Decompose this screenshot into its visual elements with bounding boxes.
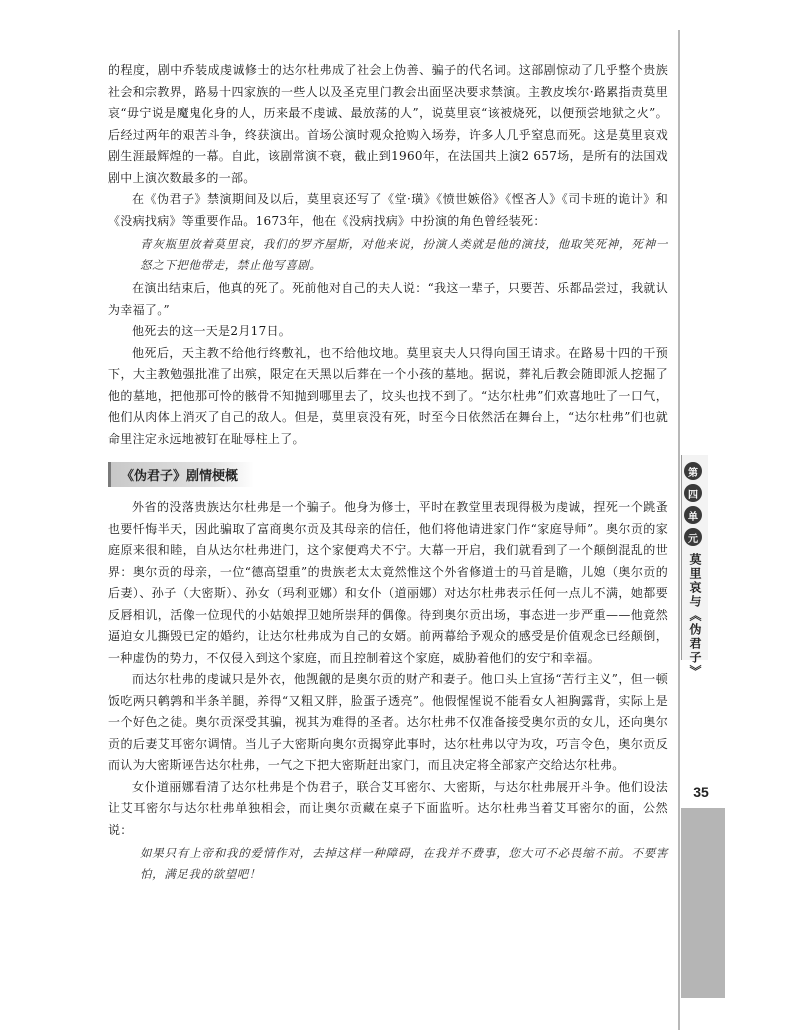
unit-char: 元 [684,528,702,546]
paragraph: 他死去的这一天是2月17日。 [132,324,292,338]
quote-tartuffe: 如果只有上帝和我的爱情作对，去掉这样一种障碍，在我并不费事，您大可不必畏缩不前。不要害怕，满足我的欲望吧！ [140,846,668,881]
paragraph: 女仆道丽娜看清了达尔杜弗是个伪君子，联合艾耳密尔、大密斯，与达尔杜弗展开斗争。他们设法让艾耳密尔与达尔杜弗单独相会，而让奥尔贡藏在桌子下面监听。达尔杜弗当着艾耳密尔的面，公然说： [108,779,668,837]
unit-char: 第 [684,462,702,480]
margin-rule [678,30,680,1030]
unit-label [684,462,702,546]
quote-epitaph: 青灰瓶里放着莫里哀，我们的罗齐屋斯，对他来说，扮演人类就是他的演技，他取笑死神，死神一怒之下把他带走，禁止他写喜剧。 [140,237,668,272]
main-text [108,60,668,887]
unit-char: 单 [684,506,702,524]
paragraph: 他死后，天主教不给他行终敷礼，也不给他坟地。莫里哀夫人只得向国王请求。在路易十四的干预下，大主教勉强批准了出殡，限定在天黑以后葬在一个小孩的墓地。据说，葬礼后教会随即派人挖掘了他的墓地，把他那可怜的骸骨不知抛到哪里去了，坟头也找不到了。“达尔杜弗”们欢喜地吐了一口气，他们从肉体上消灭了自己的敌人。但是，莫里哀没有死，时至今日依然活在舞台上，“达尔杜弗”们也就命里注定永远地被钉在耻辱柱上了。 [108,345,668,446]
unit-char: 四 [684,484,702,502]
margin-shade [681,808,725,998]
paragraph: 在《伪君子》禁演期间及以后，莫里哀还写了《堂·璜》《愤世嫉俗》《悭吝人》《司卡班的诡计》和《没病找病》等重要作品。1673年，他在《没病找病》中扮演的角色曾经装死： [108,192,668,228]
paragraph: 外省的没落贵族达尔杜弗是一个骗子。他身为修士，平时在教堂里表现得极为虔诚，捏死一个跳蚤也要忏悔半天，因此骗取了富商奥尔贡及其母亲的信任，他们将他请进家门作“家庭导师”。奥尔贡的家庭原来很和睦，自从达尔杜弗进门，这个家便鸡犬不宁。大幕一开启，我们就看到了一个颠倒混乱的世界：奥尔贡的母亲，一位“德高望重”的贵族老太太竟然惟这个外省修道士的马首是瞻，儿媳（奥尔贡的后妻）、孙子（大密斯）、孙女（玛利亚娜）和女仆（道丽娜）对达尔杜弗表示任何一点儿不满，她都要反唇相讥，活像一位现代的小姑娘捍卫她所崇拜的偶像。待到奥尔贡出场，事态进一步严重——他竟然逼迫女儿撕毁已定的婚约，让达尔杜弗成为自己的女婿。前两幕给予观众的感受是价值观念已经颠倒，一种虚伪的势力，不仅侵入到这个家庭，而且控制着这个家庭，威胁着他们的安宁和幸福。 [108,500,668,665]
paragraph: 的程度，剧中乔装成虔诚修士的达尔杜弗成了社会上伪善、骗子的代名词。这部剧惊动了几乎整个贵族社会和宗教界，路易十四家族的一些人以及圣克里门教会出面坚决要求禁演。主教皮埃尔·路累指责莫里哀“毋宁说是魔鬼化身的人，历来最不虔诚、最放荡的人”，说莫里哀“该被烧死，以便预尝地狱之火”。后经过两年的艰苦斗争，终获演出。首场公演时观众抢购入场券，许多人几乎窒息而死。这是莫里哀戏剧生涯最辉煌的一幕。自此，该剧常演不衰，截止到1960年，在法国共上演2 657场，是所有的法国戏剧中上演次数最多的一部。 [108,63,668,185]
paragraph: 在演出结束后，他真的死了。死前他对自己的夫人说：“我这一辈子，只要苦、乐都品尝过，我就认为幸福了。” [108,281,668,317]
paragraph: 而达尔杜弗的虔诚只是外衣，他觊觎的是奥尔贡的财产和妻子。他口头上宣扬“苦行主义”，但一顿饭吃两只鹌鹑和半条羊腿，养得“又粗又胖，脸蛋子透亮”。他假惺惺说不能看女人袒胸露背，实际上是一个好色之徒。奥尔贡深受其骗，视其为难得的圣者。达尔杜弗不仅准备接受奥尔贡的女儿，还向奥尔贡的后妻艾耳密尔调情。当儿子大密斯向奥尔贡揭穿此事时，达尔杜弗以守为攻，巧言令色，奥尔贡反而认为大密斯诬告达尔杜弗，一气之下把大密斯赶出家门，而且决定将全部家产交给达尔杜弗。 [108,672,668,772]
chapter-side-title: 莫里哀与《伪君子》 [688,553,702,679]
page-number: 35 [693,784,709,800]
section-heading: 《伪君子》剧情梗概 [108,462,254,487]
